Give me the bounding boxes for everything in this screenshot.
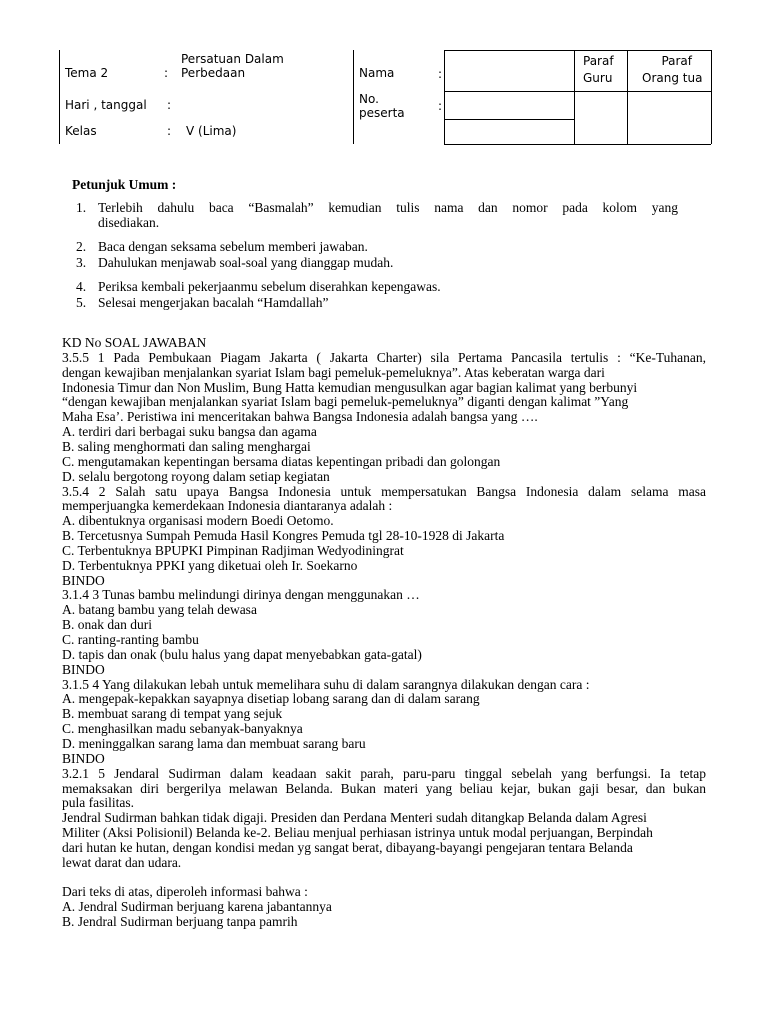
peserta-field[interactable] [445, 92, 573, 118]
tema-label: Tema 2 [65, 66, 109, 80]
paraf-guru-line1: Paraf [583, 54, 614, 68]
body-line: C. Terbentuknya BPUPKI Pimpinan Radjiman Wedyodiningrat [62, 542, 404, 558]
body-line: Indonesia Timur dan Non Muslim, Bung Hatta kemudian mengusulkan agar bagian kalimat yang berbunyi [62, 379, 638, 395]
body-line: memperjuangka kemerdekaan Indonesia diantaranya adalah : [62, 498, 393, 514]
paraf-ortu-line2: Orang tua [642, 71, 703, 85]
body-line: pula fasilitas. [62, 795, 134, 811]
petunjuk-item-2-number: 2. [76, 239, 87, 254]
body-line: A. batang bambu yang telah dewasa [62, 602, 257, 618]
petunjuk-title: Petunjuk Umum : [72, 177, 177, 192]
petunjuk-item-1-line2: disediakan. [98, 215, 160, 230]
body-line: B. Jendral Sudirman berjuang tanpa pamrih [62, 914, 298, 930]
body-line: dari hutan ke hutan, dengan kondisi medan yg sangat berat, dibayang-bayangi pengejaran tentara Belanda [62, 839, 633, 855]
body-line: C. menghasilkan madu sebanyak-banyaknya [62, 721, 303, 737]
paraf-guru-line2: Guru [583, 71, 613, 85]
body-line: D. selalu bergotong royong dalam setiap kegiatan [62, 468, 330, 484]
body-line: 3.5.5 1 Pada Pembukaan Piagam Jakarta ( Jakarta Charter) sila Pertama Pancasila tertulis : “Ke-Tuhanan, [62, 349, 706, 365]
body-line: 3.1.4 3 Tunas bambu melindungi dirinya dengan menggunakan … [62, 587, 420, 603]
body-line: B. membuat sarang di tempat yang sejuk [62, 706, 283, 722]
body-line: A. dibentuknya organisasi modern Boedi Oetomo. [62, 513, 334, 529]
tema-value-line2: Perbedaan [181, 66, 246, 80]
hari-colon: : [167, 98, 172, 112]
tema-value [181, 52, 284, 80]
petunjuk-item-1-number: 1. [76, 200, 87, 215]
paraf-guru-header [583, 53, 614, 87]
body-line: Militer (Aksi Polisionil) Belanda ke-2. Beliau menjual perhiasan istrinya untuk modal perjuangan, Berpindah [62, 825, 653, 841]
petunjuk-item-2-text: Baca dengan seksama sebelum memberi jawaban. [98, 239, 368, 254]
paraf-ortu-line1: Paraf [661, 54, 692, 68]
peserta-label [359, 92, 405, 120]
table-border-bottom [444, 144, 711, 145]
body-line: “dengan kewajiban menjalankan syariat Islam bagi pemeluk-pemeluknya” diganti dengan kalimat ”Yang [62, 394, 629, 410]
body-line: A. Jendral Sudirman berjuang karena jabantannya [62, 899, 332, 915]
body-line: C. ranting-ranting bambu [62, 632, 199, 647]
body-line: A. terdiri dari berbagai suku bangsa dan agama [62, 424, 317, 440]
body-line: Maha Esa’. Peristiwa ini menceritakan bahwa Bangsa Indonesia adalah bangsa yang …. [62, 409, 538, 425]
peserta-colon: : [438, 99, 443, 113]
tema-value-line1: Persatuan Dalam [181, 52, 284, 66]
peserta-label-line1: No. [359, 92, 379, 106]
body-line: BINDO [62, 750, 105, 766]
nama-colon: : [438, 67, 443, 81]
body-line: KD No SOAL JAWABAN [62, 335, 207, 350]
body-line: Jendral Sudirman bahkan tidak digaji. Presiden dan Perdana Menteri sudah ditangkap Belanda dalam Agresi [62, 810, 647, 826]
body-line: 3.1.5 4 Yang dilakukan lebah untuk memelihara suhu di dalam sarangnya dilakukan dengan cara : [62, 676, 590, 692]
petunjuk-item-4-number: 4. [76, 279, 87, 294]
petunjuk-item-5-text: Selesai mengerjakan bacalah “Hamdallah” [98, 295, 329, 310]
body-line: BINDO [62, 661, 105, 677]
body-line: D. tapis dan onak (bulu halus yang dapat menyebabkan gata-gatal) [62, 646, 422, 662]
petunjuk-item-3-text: Dahulukan menjawab soal-soal yang dianggap mudah. [98, 255, 394, 270]
petunjuk-item-5-number: 5. [76, 295, 87, 310]
body-line: memaksakan diri bergerilya melawan Belanda. Bukan materi yang beliau kejar, bukan gaji besar, dan bukan [62, 780, 706, 796]
body-line: B. onak dan duri [62, 617, 152, 633]
kelas-colon: : [167, 124, 172, 138]
paraf-ortu-header [642, 53, 702, 87]
table-border-row2 [444, 119, 574, 120]
petunjuk-item-1-line1: Terlebih dahulu baca “Basmalah” kemudian tulis nama dan nomor pada kolom yang [98, 200, 678, 215]
nama-field[interactable] [445, 51, 573, 90]
peserta-label-line2: peserta [359, 106, 405, 120]
body-line: D. meninggalkan sarang lama dan membuat sarang baru [62, 735, 366, 751]
petunjuk-item-4-text: Periksa kembali pekerjaanmu sebelum diserahkan kepengawas. [98, 279, 441, 294]
table-border-paraf-guru [574, 50, 575, 144]
body-line: Dari teks di atas, diperoleh informasi bahwa : [62, 884, 308, 900]
body-line: 3.2.1 5 Jendaral Sudirman dalam keadaan sakit parah, paru-paru tinggal sebelah yang berfungsi. Ia tetap [62, 765, 706, 781]
kelas-value: V (Lima) [186, 124, 237, 138]
tema-colon: : [164, 66, 169, 80]
table-border-left [59, 50, 60, 144]
body-line: 3.5.4 2 Salah satu upaya Bangsa Indonesia untuk mempersatukan Bangsa Indonesia dalam selama masa [62, 483, 706, 499]
body-line: lewat darat dan udara. [62, 854, 182, 870]
nama-label: Nama [359, 66, 395, 80]
kelas-label: Kelas [65, 124, 97, 138]
petunjuk-item-3-number: 3. [76, 255, 87, 270]
table-border-right [711, 50, 712, 144]
body-line: D. Terbentuknya PPKI yang diketuai oleh Ir. Soekarno [62, 557, 358, 573]
table-border-paraf-ortu [627, 50, 628, 144]
body-line: BINDO [62, 572, 105, 588]
body-line: C. mengutamakan kepentingan bersama diatas kepentingan pribadi dan golongan [62, 453, 501, 469]
body-line: dengan kewajiban menjalankan syariat Islam bagi pemeluk-pemeluknya”. Atas keberatan warga dari [62, 364, 605, 380]
body-line: A. mengepak-kepakkan sayapnya disetiap lobang sarang dan di dalam sarang [62, 691, 480, 707]
body-line: B. saling menghormati dan saling menghargai [62, 438, 311, 454]
table-border-middle [353, 50, 354, 144]
hari-label: Hari , tanggal [65, 98, 147, 112]
body-line: B. Tercetusnya Sumpah Pemuda Hasil Kongres Pemuda tgl 28-10-1928 di Jakarta [62, 528, 505, 544]
